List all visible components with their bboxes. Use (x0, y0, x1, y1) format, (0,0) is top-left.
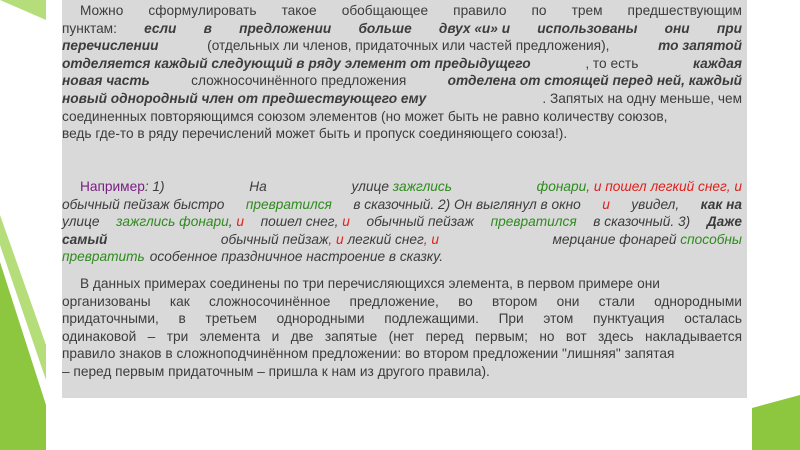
word: третьем (205, 311, 257, 327)
text-line (62, 248, 742, 266)
punct: , (334, 214, 339, 230)
text-line (62, 196, 742, 214)
phrase: , и пошел легкий снег (586, 179, 727, 194)
word: первым; (474, 328, 528, 344)
text-line (62, 55, 742, 73)
word: пунктуация (592, 311, 665, 327)
phrase: сложносочинённого предложения (191, 73, 407, 89)
phrase: в сказочный. 2) Он выглянул в окно (353, 196, 581, 212)
phrase: особенное праздничное настроение в сказку. (149, 249, 443, 265)
word: Даже (706, 214, 742, 230)
word: по (531, 3, 547, 18)
word: перед (425, 328, 464, 344)
paragraph-explanation (62, 275, 742, 381)
word: способны (680, 231, 742, 247)
text-line (62, 293, 742, 311)
word: во (458, 293, 473, 309)
word: в (178, 311, 186, 327)
word: однородными (654, 293, 742, 309)
phrase: пошел снег (260, 214, 335, 230)
phrase: обычный пейзаж быстро (62, 196, 225, 212)
word: сформулировать (148, 3, 257, 18)
phrase: , то есть (585, 55, 639, 71)
word: накладывается (644, 328, 742, 344)
word: стали (598, 293, 635, 309)
word: двух «и» и (438, 20, 511, 36)
phrase: то запятой (658, 38, 742, 54)
phrase: , и (328, 231, 344, 247)
text-line (62, 363, 742, 381)
paragraph-examples (62, 178, 742, 266)
word: (нет (388, 328, 415, 344)
text-line (62, 213, 742, 231)
word: предложении (239, 20, 332, 36)
phrase: обычный пейзаж (366, 214, 474, 230)
phrase: обычный пейзаж (220, 231, 329, 247)
phrase: зажглись фонари (116, 214, 229, 230)
green-triangle-top (0, 0, 46, 20)
word: как (169, 293, 190, 309)
word: правило (453, 3, 507, 18)
word: использованы (537, 20, 638, 36)
text-line (62, 20, 742, 38)
word: они (664, 20, 690, 36)
word: придаточными, (62, 311, 159, 327)
phrase: в сказочный. 3) (593, 214, 691, 230)
word: предшествующим (627, 3, 742, 18)
word: фонари (536, 179, 587, 194)
word: три (166, 328, 189, 344)
phrase: соединенных повторяющимся союзом элементов (но может быть не равно количеству союзов, (62, 108, 668, 124)
word: Можно (80, 3, 124, 18)
word: предложение, (349, 293, 439, 309)
word: улице (351, 179, 389, 194)
word: одинаковой (62, 328, 137, 344)
phrase: , и (423, 231, 439, 247)
phrase: . Запятых на одну меньше, чем (542, 90, 742, 106)
text-line (62, 90, 742, 108)
word: такое (281, 3, 317, 18)
word: но (539, 328, 555, 344)
word: при (716, 20, 742, 36)
word: пунктам: (62, 20, 117, 36)
text-line (62, 310, 742, 328)
word: в (203, 20, 212, 36)
word: и (602, 196, 610, 212)
phrase: : 1) (144, 179, 165, 194)
phrase: новая часть (62, 73, 150, 89)
word: самый (62, 231, 108, 247)
text-line (62, 328, 742, 346)
phrase: как на (700, 196, 742, 212)
word: обобщающее (341, 3, 429, 18)
word: трем (571, 3, 603, 18)
phrase: легкий снег (347, 231, 424, 247)
text-line (62, 231, 742, 249)
word: увидел, (631, 196, 680, 212)
word: зажглись (392, 179, 452, 194)
word: запятые (324, 328, 378, 344)
phrase: каждая (693, 55, 742, 71)
text-line (62, 275, 742, 293)
word: – (147, 328, 156, 344)
word: две (290, 328, 314, 344)
phrase: ведь где-то в ряду перечислений может быть и пропуск соединяющего союза!). (62, 126, 568, 142)
paragraph-rule (62, 2, 742, 143)
text-line (62, 178, 742, 196)
word: и (236, 214, 244, 230)
phrase: отделяется каждый следующий в ряду элемент от предыдущего (62, 55, 531, 71)
phrase: отделена от стоящей перед ней, каждый (447, 73, 742, 89)
word: однородными (276, 311, 365, 327)
word: и (342, 214, 350, 230)
word: На (249, 179, 267, 194)
text-line (62, 125, 742, 143)
word: превратился (490, 214, 577, 230)
word: превратить (62, 249, 145, 265)
word: и (271, 328, 280, 344)
word: элемента (199, 328, 261, 344)
text-line (62, 345, 742, 363)
phrase: – перед первым придаточным – пришла к нам из другого правила). (62, 363, 490, 379)
word: сложносочинённое (208, 293, 331, 309)
word: здесь (598, 328, 634, 344)
word: больше (358, 20, 412, 36)
text-line (62, 37, 742, 55)
phrase: (отдельных ли членов, придаточных или частей предложения), (207, 38, 610, 54)
word: организованы (62, 293, 151, 309)
text-line (62, 108, 742, 126)
punct: , (228, 214, 233, 230)
word: улице (62, 214, 100, 230)
phrase: , и (726, 179, 742, 194)
word: если (144, 20, 177, 36)
green-triangle-bottom-right (752, 395, 800, 450)
phrase: перечислении (62, 38, 159, 54)
phrase: превратился (245, 196, 332, 212)
phrase: мерцание фонарей (552, 231, 677, 247)
phrase: новый однородный член от предшествующего ему (62, 90, 427, 106)
word: этом (543, 311, 574, 327)
word: они (556, 293, 580, 309)
text-line (62, 72, 742, 90)
word: При (498, 311, 524, 327)
text-line (62, 2, 742, 20)
word: подлежащими. (384, 311, 479, 327)
word: осталась (684, 311, 742, 327)
word: втором (492, 293, 538, 309)
word: вот (565, 328, 587, 344)
example-label: Например (80, 179, 145, 194)
phrase: В данных примерах соединены по три перечисляющихся элемента, в первом примере они (80, 276, 660, 291)
phrase: правило знаков в сложноподчинённом предложении: во втором предложении "лишняя" запятая (62, 346, 675, 362)
